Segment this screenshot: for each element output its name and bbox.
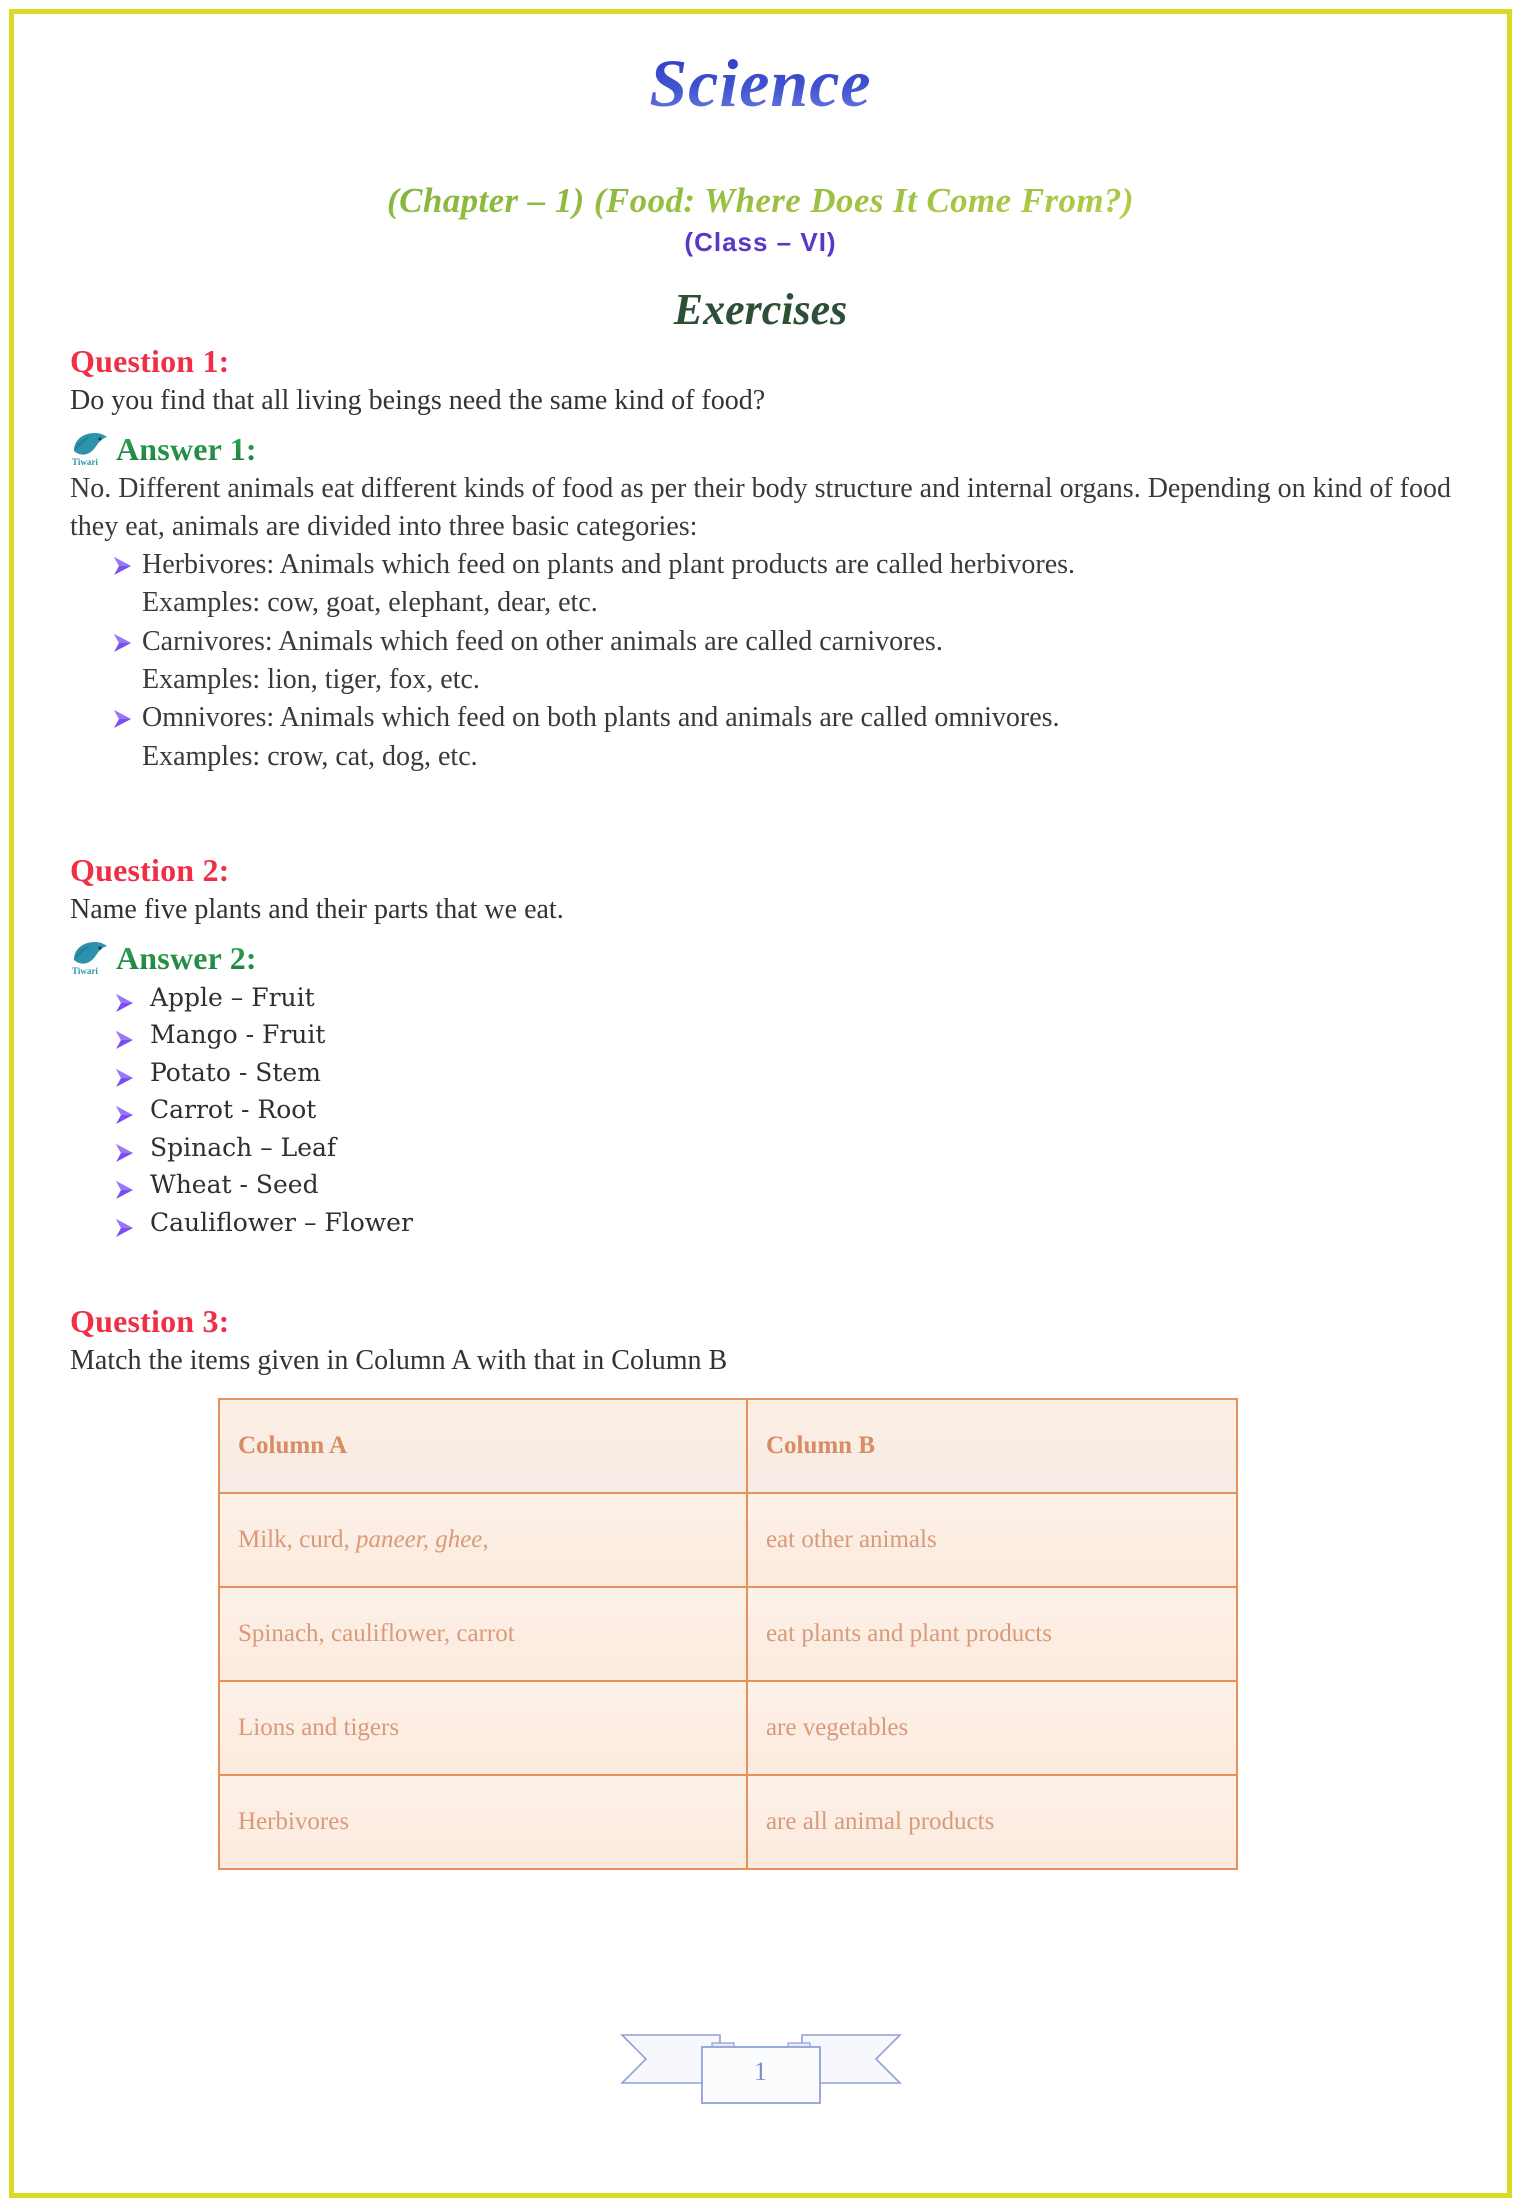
page-number: 1 (754, 2057, 767, 2086)
list-item-label: Wheat - Seed (150, 1170, 319, 1200)
answer-1-heading-row (70, 430, 1451, 468)
list-item-label: Apple – Fruit (150, 982, 315, 1012)
list-item (70, 623, 1451, 700)
arrow-bullet-icon (110, 629, 136, 655)
table-header-row (219, 1399, 1237, 1493)
arrow-bullet-icon (112, 1214, 138, 1240)
list-item-label: Spinach – Leaf (150, 1132, 337, 1162)
answer-2-label: Answer 2: (116, 939, 257, 976)
column-a-cell (219, 1775, 747, 1869)
column-b-cell: are all animal products (747, 1775, 1237, 1869)
page-number-ribbon (616, 2021, 906, 2105)
match-table-wrapper (218, 1398, 1238, 1870)
question-1-text: Do you find that all living beings need the same kind of food? (70, 385, 766, 417)
list-item-example: Examples: crow, cat, dog, etc. (142, 740, 478, 772)
list-item-lead: Herbivores: Animals which feed on plants and plant products are called herbivores. (142, 548, 1076, 580)
table-row (219, 1493, 1237, 1587)
chapter-subtitle: (Chapter – 1) (Food: Where Does It Come From?) (70, 181, 1451, 221)
arrow-bullet-icon (112, 1139, 138, 1165)
question-block-1 (70, 343, 1451, 776)
question-2-heading: Question 2: (70, 851, 230, 888)
arrow-bullet-icon (112, 989, 138, 1015)
question-1-heading: Question 1: (70, 343, 230, 380)
cell-text-plain: Herbivores (238, 1808, 350, 1836)
arrow-bullet-icon (112, 1026, 138, 1052)
list-item (70, 1054, 1451, 1092)
cell-text-plain: Milk, curd, (238, 1526, 357, 1554)
question-3-heading: Question 3: (70, 1303, 230, 1340)
brand-text: Tiwari (72, 965, 98, 976)
answer-1-label: Answer 1: (116, 431, 257, 468)
list-item (70, 1204, 1451, 1242)
cell-text-italic: paneer, ghee, (356, 1526, 489, 1554)
table-row (219, 1681, 1237, 1775)
list-item (70, 1129, 1451, 1167)
answer-1-bullet-list (70, 546, 1451, 776)
list-item (70, 546, 1451, 623)
list-item-lead: Carnivores: Animals which feed on other animals are called carnivores. (142, 625, 943, 657)
table-header (219, 1399, 1237, 1493)
list-item (70, 979, 1451, 1017)
brand-text: Tiwari (72, 457, 98, 468)
answer-2-bullet-list (70, 979, 1451, 1242)
list-item-label: Cauliflower – Flower (150, 1207, 413, 1237)
spacer (70, 776, 1451, 844)
column-b-cell: eat plants and plant products (747, 1587, 1237, 1681)
column-b-cell: are vegetables (747, 1681, 1237, 1775)
table-body (219, 1493, 1237, 1869)
list-item-label: Mango - Fruit (150, 1020, 326, 1050)
question-block-2 (70, 852, 1451, 1241)
page-content (10, 10, 1511, 2197)
answer-1-intro: No. Different animals eat different kinds of food as per their body structure and internal organs. Depending on kind of food they eat, animals are divided into three basic categories: (70, 473, 1451, 542)
page-title: Science (70, 48, 1451, 119)
spacer (70, 1241, 1451, 1295)
arrow-bullet-icon (112, 1101, 138, 1127)
column-a-cell (219, 1493, 747, 1587)
answer-2-heading-row (70, 939, 1451, 977)
match-columns-table (218, 1398, 1238, 1870)
column-a-cell (219, 1681, 747, 1775)
question-block-3 (70, 1303, 1451, 1870)
list-item-label: Carrot - Root (150, 1095, 317, 1125)
list-item (70, 699, 1451, 776)
column-a-cell (219, 1587, 747, 1681)
tiwari-leaf-bird-logo-icon (70, 430, 110, 468)
page-footer (10, 2021, 1511, 2105)
list-item-label: Potato - Stem (150, 1057, 321, 1087)
column-a-header: Column A (219, 1399, 747, 1493)
list-item-example: Examples: cow, goat, elephant, dear, etc. (142, 587, 598, 619)
list-item (70, 1166, 1451, 1204)
column-b-cell: eat other animals (747, 1493, 1237, 1587)
list-item (70, 1091, 1451, 1129)
arrow-bullet-icon (112, 1064, 138, 1090)
tiwari-leaf-bird-logo-icon (70, 939, 110, 977)
table-row (219, 1775, 1237, 1869)
cell-text-plain: Spinach, cauliflower, carrot (238, 1620, 515, 1648)
list-item (70, 1016, 1451, 1054)
arrow-bullet-icon (110, 705, 136, 731)
class-subtitle: (Class – VI) (684, 227, 837, 258)
arrow-bullet-icon (110, 552, 136, 578)
arrow-bullet-icon (112, 1176, 138, 1202)
question-3-text: Match the items given in Column A with that in Column B (70, 1345, 728, 1377)
question-2-text: Name five plants and their parts that we eat. (70, 893, 564, 925)
section-heading: Exercises (673, 285, 848, 335)
list-item-lead: Omnivores: Animals which feed on both plants and animals are called omnivores. (142, 702, 1060, 734)
list-item-example: Examples: lion, tiger, fox, etc. (142, 663, 480, 695)
table-row (219, 1587, 1237, 1681)
cell-text-plain: Lions and tigers (238, 1714, 400, 1742)
column-b-header: Column B (747, 1399, 1237, 1493)
